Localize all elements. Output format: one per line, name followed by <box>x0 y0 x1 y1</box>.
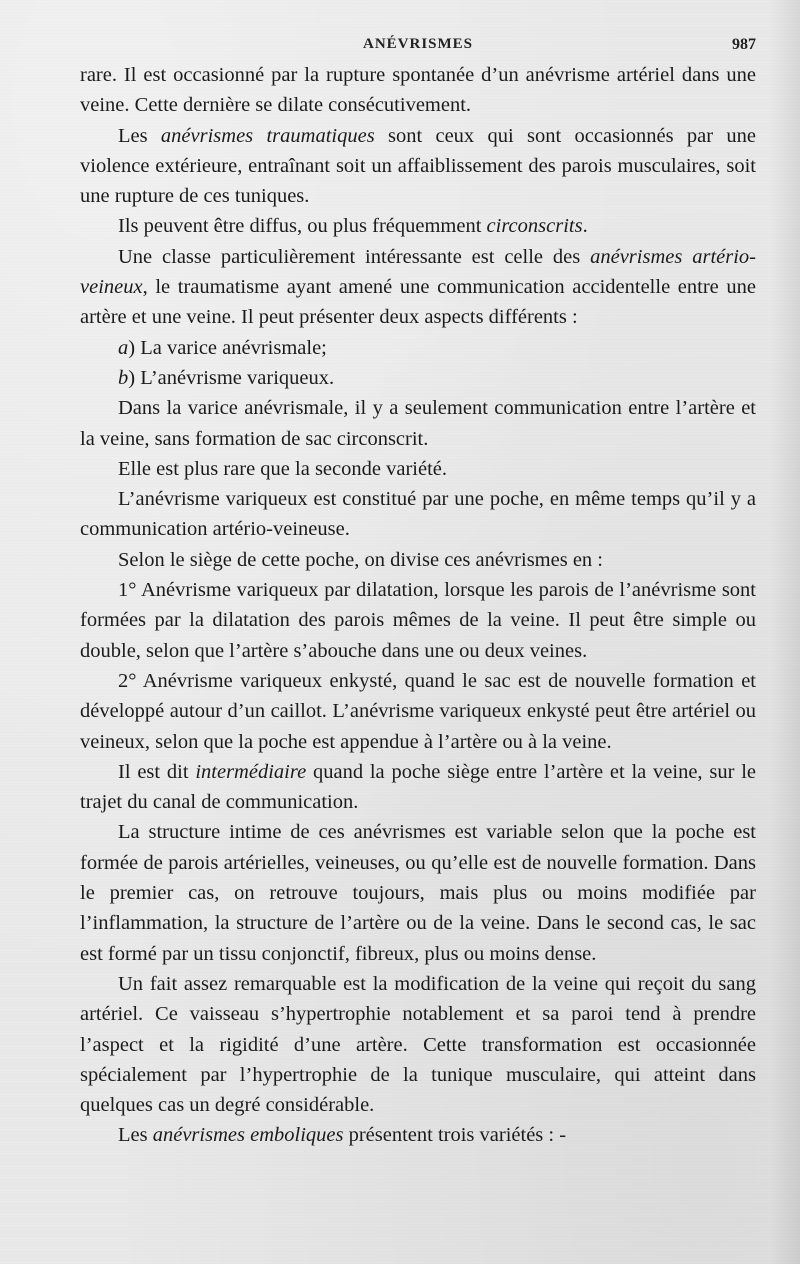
paragraph <box>80 666 756 757</box>
text-run: . <box>582 215 588 238</box>
body-text <box>80 60 756 1151</box>
text-run: ) La varice anévrismale; <box>128 336 327 359</box>
paragraph <box>80 484 756 545</box>
text-run: , le traumatisme ayant amené une communication accidentelle entre une artère et une veine. Il peut présenter deux aspects différents : <box>80 276 756 329</box>
paragraph <box>80 575 756 666</box>
running-title: ANÉVRISMES <box>362 36 474 52</box>
text-run: Les <box>118 124 161 147</box>
paragraph <box>80 333 756 363</box>
italic-term: intermédiaire <box>195 760 307 783</box>
text-run: 2° Anévrisme variqueux enkysté, quand le sac est de nouvelle formation et développé autour d’un caillot. L’anévrisme variqueux enkysté peut être artériel ou veineux, selon que la poche est appendue à l’artère ou à la veine. <box>80 669 756 753</box>
page-number: 987 <box>732 36 756 53</box>
text-run: Il est dit <box>118 760 196 783</box>
text-run: 1° Anévrisme variqueux par dilatation, lorsque les parois de l’anévrisme sont formées par la dilatation des parois mêmes de la veine. Il peut être simple ou double, selon que l’artère s’abouche dans une ou deux veines. <box>80 579 756 662</box>
paragraph <box>80 363 756 393</box>
text-run: ) L’anévrisme variqueux. <box>128 366 335 389</box>
italic-term: b <box>118 366 129 389</box>
italic-term: circonscrits <box>486 215 583 238</box>
text-run: présentent trois variétés : - <box>343 1124 567 1147</box>
text-run: rare. Il est occasionné par la rupture spontanée d’un anévrisme artériel dans une veine. Cette dernière se dilate consécutivement. <box>80 64 756 117</box>
paragraph <box>80 454 756 484</box>
paragraph <box>80 60 756 121</box>
paragraph <box>80 817 756 968</box>
italic-term: anévrismes artério-veineux <box>80 245 756 299</box>
text-run: Un fait assez remarquable est la modification de la veine qui reçoit du sang artériel. Ce vaisseau s’hypertrophie notablement et sa paroi tend à prendre l’aspect et la rigidité d’une artère. Cette transformation est occasionnée spécialement par l’hypertrophie de la tunique musculaire, qui atteint dans quelques cas un degré considérable. <box>80 972 756 1117</box>
paragraph <box>80 242 756 333</box>
text-run: Selon le siège de cette poche, on divise ces anévrismes en : <box>118 548 604 571</box>
italic-term: anévrismes traumatiques <box>160 124 375 147</box>
text-run: Elle est plus rare que la seconde variété. <box>118 457 447 480</box>
paragraph <box>80 545 756 575</box>
italic-term: a <box>118 336 129 359</box>
running-header <box>80 30 756 58</box>
text-run: Dans la varice anévrismale, il y a seulement communication entre l’artère et la veine, sans formation de sac circonscrit. <box>80 397 756 450</box>
text-run: Une classe particulièrement intéressante est celle des <box>118 245 591 268</box>
text-run: sont ceux qui sont occasionnés par une violence extérieure, entraînant soit un affaiblissement des parois musculaires, soit une rupture de ces tuniques. <box>80 124 756 208</box>
text-run: Les <box>118 1124 153 1147</box>
paragraph <box>80 969 756 1120</box>
paragraph <box>80 1120 756 1150</box>
text-run: Ils peuvent être diffus, ou plus fréquemment <box>118 215 487 238</box>
text-run: La structure intime de ces anévrismes est variable selon que la poche est formée de parois artérielles, veineuses, ou qu’elle est de nouvelle formation. Dans le premier cas, on retrouve toujours, mais plus ou moins modifiée par l’inflammation, la structure de l’artère ou de la veine. Dans le second cas, le sac est formé par un tissu conjonctif, fibreux, plus ou moins dense. <box>80 821 756 965</box>
text-run: L’anévrisme variqueux est constitué par une poche, en même temps qu’il y a communication artério-veineuse. <box>80 488 756 541</box>
text-run: quand la poche siège entre l’artère et la veine, sur le trajet du canal de communication. <box>80 760 757 814</box>
paragraph <box>80 121 756 212</box>
paragraph <box>80 757 756 818</box>
italic-term: anévrismes emboliques <box>152 1124 344 1147</box>
paragraph <box>80 393 756 454</box>
paragraph <box>80 211 756 241</box>
